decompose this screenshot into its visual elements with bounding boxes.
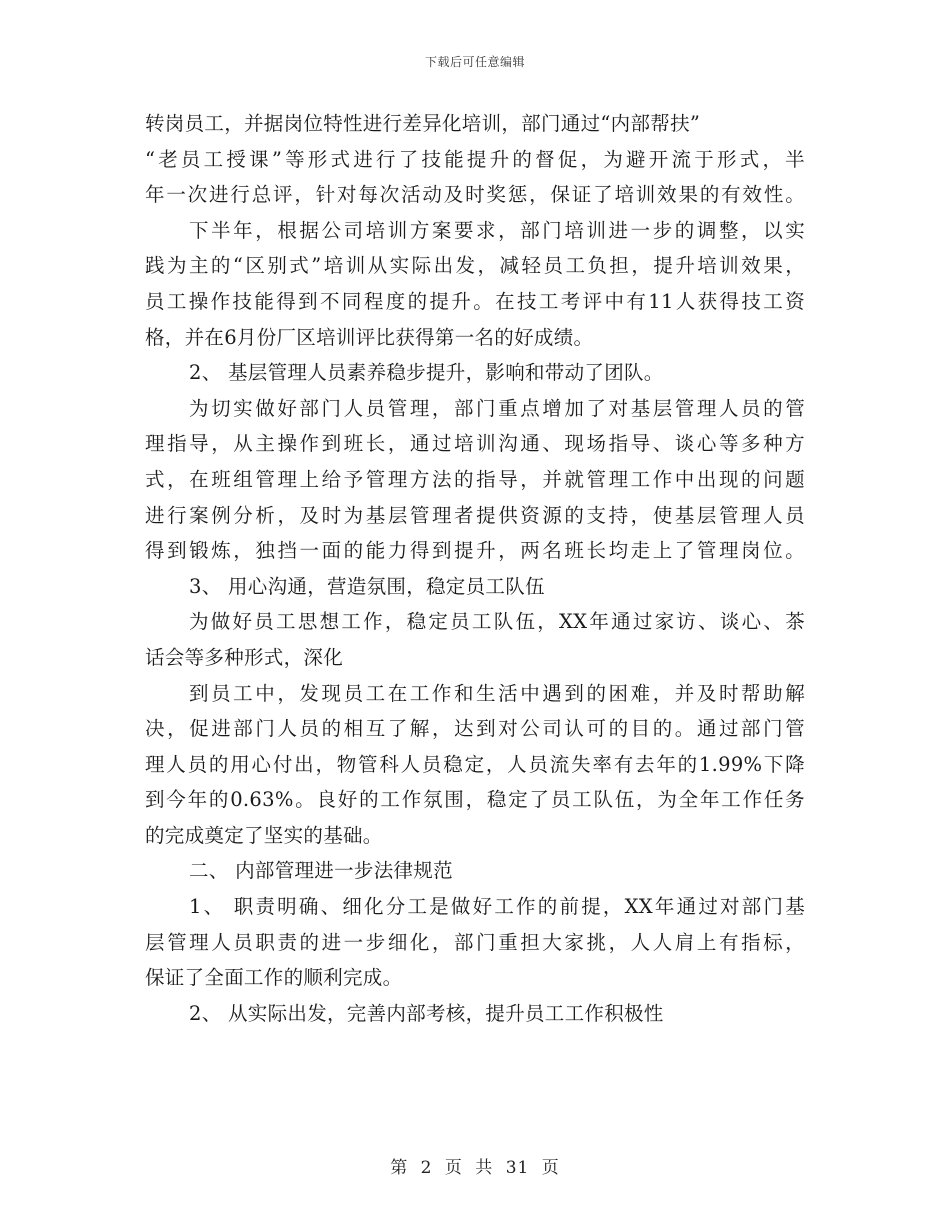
- text-line: 年一次进行总评，针对每次活动及时奖惩，保证了培训效果的有效性。: [145, 183, 805, 207]
- text-line: 1、 职责明确、细化分工是做好工作的前提，XX年通过对部门基: [189, 895, 805, 919]
- text-line: 保证了全面工作的顺利完成。: [145, 966, 403, 990]
- text-line: “老员工授课”等形式进行了技能提升的督促，为避开流于形式，半: [145, 147, 805, 171]
- footer-label: 第: [390, 1158, 409, 1178]
- text-line: 为切实做好部门人员管理，部门重点增加了对基层管理人员的管: [189, 396, 805, 420]
- text-line: 员工操作技能得到不同程度的提升。在技工考评中有11人获得技工资: [145, 289, 805, 313]
- page-footer: [0, 1153, 950, 1178]
- text-line: 下半年，根据公司培训方案要求，部门培训进一步的调整，以实: [189, 218, 805, 242]
- text-line: 的完成奠定了坚实的基础。: [145, 823, 383, 847]
- document-body: [145, 106, 805, 1031]
- text-line: 进行案例分析，及时为基层管理者提供资源的支持，使基层管理人员: [145, 503, 805, 527]
- section-heading: 二、 内部管理进一步法律规范: [189, 859, 453, 883]
- text-line: 格，并在6月份厂区培训评比获得第一名的好成绩。: [145, 325, 594, 349]
- text-line: 到今年的0.63%。良好的工作氛围，稳定了员工队伍，为全年工作任务: [145, 788, 805, 812]
- text-line: 得到锻炼，独挡一面的能力得到提升，两名班长均走上了管理岗位。: [145, 539, 805, 563]
- current-page-number: 2: [420, 1158, 433, 1178]
- footer-label: 页: [444, 1158, 463, 1178]
- text-line: 理指导，从主操作到班长，通过培训沟通、现场指导、谈心等多种方: [145, 432, 805, 456]
- text-line: 式，在班组管理上给予管理方法的指导，并就管理工作中出现的问题: [145, 467, 805, 491]
- text-line: 话会等多种形式，深化: [145, 645, 344, 669]
- text-line: 到员工中，发现员工在工作和生活中遇到的困难，并及时帮助解: [189, 681, 805, 705]
- text-line: 践为主的“区别式”培训从实际出发，减轻员工负担，提升培训效果，: [145, 254, 805, 278]
- section-heading: 3、 用心沟通，营造氛围，稳定员工队伍: [189, 574, 545, 598]
- footer-label: 共: [475, 1158, 494, 1178]
- text-line: 转岗员工，并据岗位特性进行差异化培训，部门通过“内部帮扶”: [145, 112, 701, 135]
- section-heading: 2、 基层管理人员素养稳步提升，影响和带动了团队。: [189, 361, 664, 385]
- text-line: 理人员的用心付出，物管科人员稳定，人员流失率有去年的1.99%下降: [145, 752, 805, 776]
- text-line: 决，促进部门人员的相互了解，达到对公司认可的目的。通过部门管: [145, 717, 805, 741]
- page-header: 下载后可任意编辑: [424, 55, 525, 69]
- text-line: 为做好员工思想工作，稳定员工队伍，XX年通过家访、谈心、茶: [189, 610, 805, 634]
- text-line: 层管理人员职责的进一步细化，部门重担大家挑，人人肩上有指标，: [145, 930, 805, 954]
- section-heading: 2、 从实际出发，完善内部考核，提升员工工作积极性: [189, 1001, 664, 1025]
- footer-label: 页: [541, 1158, 560, 1178]
- total-page-count: 31: [505, 1158, 530, 1178]
